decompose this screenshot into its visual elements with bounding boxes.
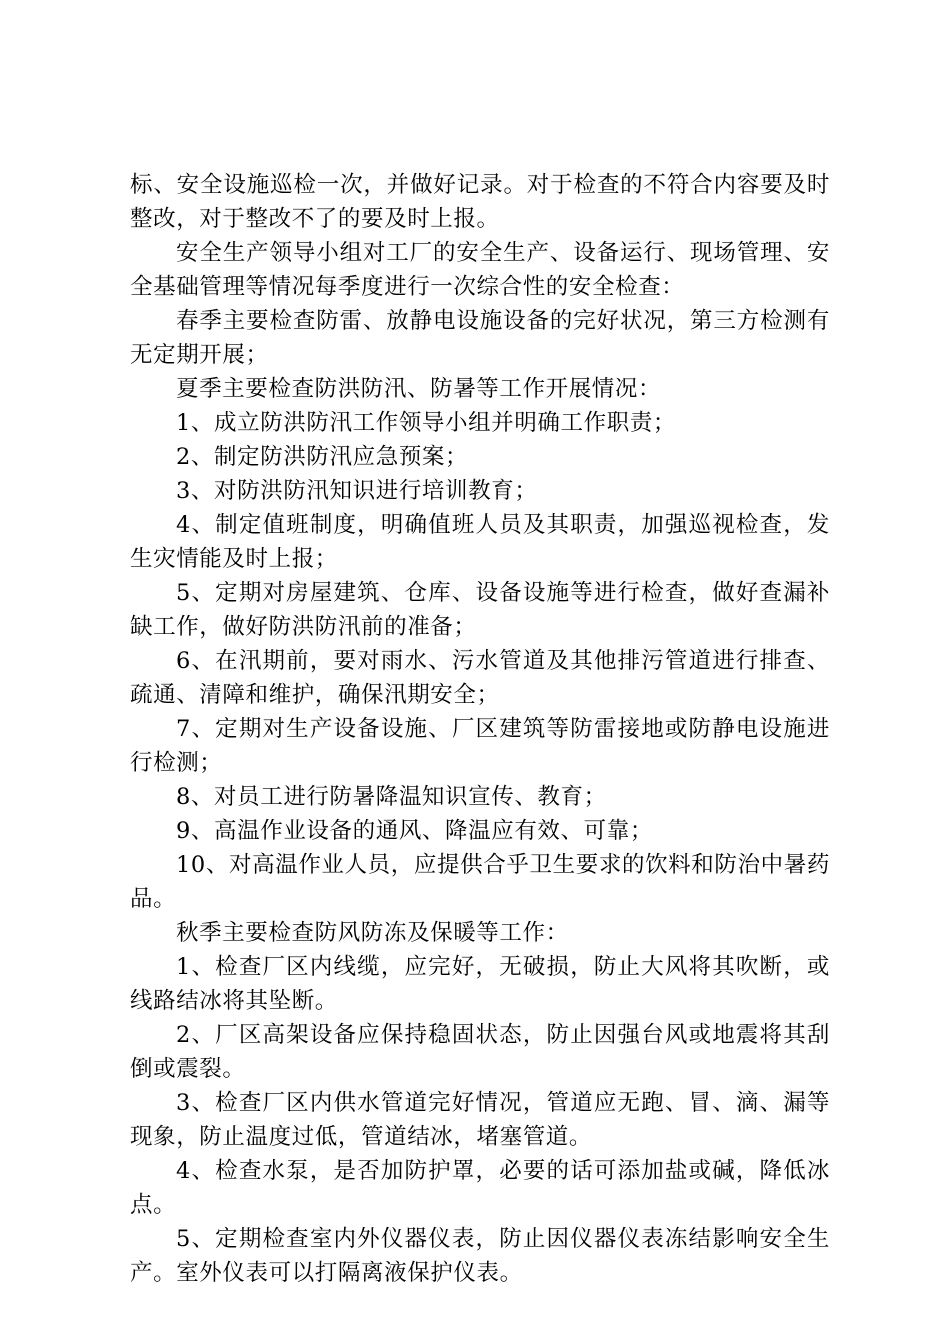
paragraph-0: 标、安全设施巡检一次，并做好记录。对于检查的不符合内容要及时整改，对于整改不了的要及时上报。 — [130, 172, 830, 232]
paragraph-17: 3、检查厂区内供水管道完好情况，管道应无跑、冒、滴、漏等现象，防止温度过低，管道结冰，堵塞管道。 — [130, 1090, 830, 1150]
paragraph-2: 春季主要检查防雷、放静电设施设备的完好状况，第三方检测有无定期开展； — [130, 308, 830, 368]
paragraph-13: 10、对高温作业人员，应提供合乎卫生要求的饮料和防治中暑药品。 — [130, 852, 830, 912]
paragraph-4: 1、成立防洪防汛工作领导小组并明确工作职责； — [176, 410, 677, 436]
paragraph-18: 4、检查水泵，是否加防护罩，必要的话可添加盐或碱，降低冰点。 — [130, 1158, 830, 1218]
paragraph-16: 2、厂区高架设备应保持稳固状态，防止因强台风或地震将其刮倒或震裂。 — [130, 1022, 830, 1082]
document-body — [130, 168, 830, 1290]
paragraph-5: 2、制定防洪防汛应急预案； — [176, 444, 469, 470]
paragraph-14: 秋季主要检查防风防冻及保暖等工作： — [176, 920, 569, 946]
paragraph-12: 9、高温作业设备的通风、降温应有效、可靠； — [176, 818, 653, 844]
paragraph-1: 安全生产领导小组对工厂的安全生产、设备运行、现场管理、安全基础管理等情况每季度进行一次综合性的安全检查： — [130, 240, 830, 300]
paragraph-3: 夏季主要检查防洪防汛、防暑等工作开展情况： — [176, 376, 662, 402]
paragraph-19: 5、定期检查室内外仪器仪表，防止因仪器仪表冻结影响安全生产。室外仪表可以打隔离液保护仪表。 — [130, 1226, 830, 1286]
paragraph-6: 3、对防洪防汛知识进行培训教育； — [176, 478, 538, 504]
paragraph-11: 8、对员工进行防暑降温知识宣传、教育； — [176, 784, 607, 810]
paragraph-7: 4、制定值班制度，明确值班人员及其职责，加强巡视检查，发生灾情能及时上报； — [130, 512, 830, 572]
paragraph-9: 6、在汛期前，要对雨水、污水管道及其他排污管道进行排查、疏通、清障和维护，确保汛期安全； — [130, 648, 830, 708]
paragraph-8: 5、定期对房屋建筑、仓库、设备设施等进行检查，做好查漏补缺工作，做好防洪防汛前的准备； — [130, 580, 830, 640]
paragraph-15: 1、检查厂区内线缆，应完好，无破损，防止大风将其吹断，或线路结冰将其坠断。 — [130, 954, 830, 1014]
paragraph-10: 7、定期对生产设备设施、厂区建筑等防雷接地或防静电设施进行检测； — [130, 716, 830, 776]
